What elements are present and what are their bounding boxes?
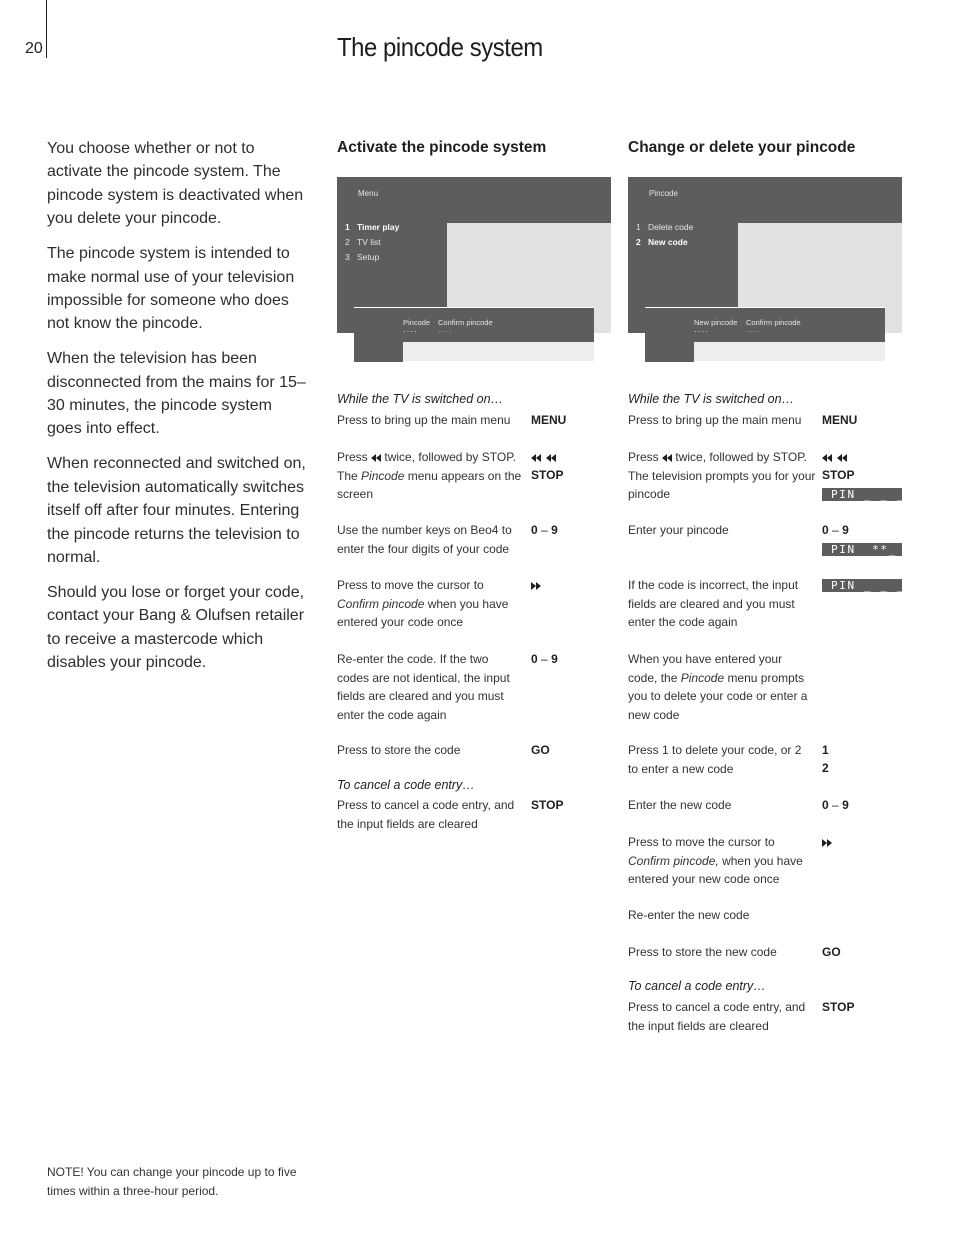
change-step-9-text: Re-enter the new code — [628, 908, 750, 922]
new-pincode-dialog — [645, 307, 885, 361]
rewind-icon — [531, 453, 541, 462]
intro-paragraph: You choose whether or not to activate the pincode system. The pincode system is deactivated when you delete your pincode. — [47, 140, 304, 228]
stop-key: STOP — [822, 1000, 855, 1014]
pincode-field: ···· — [403, 327, 418, 336]
pin-prompt-partial: PIN **_ _ — [822, 543, 902, 556]
page-title: The pincode system — [337, 32, 543, 62]
rewind-icon — [822, 453, 832, 462]
rewind-icon — [371, 453, 381, 462]
menu-key: MENU — [822, 413, 858, 427]
menu-title: Pincode — [649, 189, 678, 198]
rewind-icon — [662, 453, 672, 462]
change-heading: Change or delete your pincode — [628, 139, 856, 156]
menu-item-new-code: 2 New code — [636, 237, 688, 247]
rewind-key — [822, 448, 847, 467]
activate-heading: Activate the pincode system — [337, 139, 547, 156]
menu-item-tv-list: 2 TV list — [345, 237, 381, 247]
key-2: 2 — [822, 761, 829, 775]
activate-cancel-text: Press to cancel a code entry, and the input fields are cleared — [337, 798, 515, 831]
activate-step-1-text: Press to bring up the main menu — [337, 413, 511, 427]
pin-prompt-cleared: PIN _ _ _ _ — [822, 579, 902, 592]
go-key: GO — [822, 945, 841, 959]
activate-step-4-text: Press to move the cursor to Confirm pincode when you have entered your code once — [337, 578, 509, 629]
pincode-field-label: Pincode — [403, 318, 431, 327]
menu-item-delete-code: 1 Delete code — [636, 222, 694, 232]
activate-step-3-text: Use the number keys on Beo4 to enter the four digits of your code — [337, 523, 512, 556]
activate-cancel-heading: To cancel a code entry… — [337, 778, 475, 792]
change-step-6-text: Press 1 to delete your code, or 2 to enter a new code — [628, 743, 802, 776]
number-keys: 0 – 9 — [531, 652, 558, 666]
pincode-dialog-side — [645, 342, 694, 362]
change-step-2-text: Press twice, followed by STOP. The television prompts you for your pincode — [628, 450, 816, 501]
change-cancel-heading: To cancel a code entry… — [628, 979, 766, 993]
intro-paragraph: The pincode system is intended to make normal use of your television impossible for someone who does not know the pincode. — [47, 245, 295, 333]
confirm-pincode-field: ···· — [746, 327, 761, 336]
pincode-dialog — [354, 307, 594, 361]
menu-header-bar — [628, 177, 902, 223]
go-key: GO — [531, 743, 550, 757]
fast-forward-icon — [531, 581, 541, 590]
header-rule — [46, 0, 47, 58]
activate-subheading: While the TV is switched on… — [337, 392, 504, 406]
change-step-10-text: Press to store the new code — [628, 945, 777, 959]
key-1: 1 — [822, 743, 829, 757]
change-step-1-text: Press to bring up the main menu — [628, 413, 802, 427]
change-step-7-text: Enter the new code — [628, 798, 732, 812]
change-step-5-text: When you have entered your code, the Pincode menu prompts you to delete your code or enter a new code — [628, 652, 808, 722]
stop-key: STOP — [822, 468, 855, 482]
change-cancel-text: Press to cancel a code entry, and the input fields are cleared — [628, 1000, 806, 1033]
rewind-icon — [837, 453, 847, 462]
intro-paragraph: Should you lose or forget your code, contact your Bang & Olufsen retailer to receive a mastercode which disables your pincode. — [47, 583, 305, 672]
change-subheading: While the TV is switched on… — [628, 392, 795, 406]
change-step-3-text: Enter your pincode — [628, 523, 729, 537]
stop-key: STOP — [531, 798, 564, 812]
pincode-menu-illustration — [628, 177, 902, 362]
menu-item-timer-play: 1 Timer play — [345, 222, 400, 232]
new-pincode-field-label: New pincode — [694, 318, 738, 327]
number-keys: 0 – 9 — [531, 523, 558, 537]
menu-header-bar — [337, 177, 611, 223]
fast-forward-key — [531, 576, 541, 595]
intro-text — [47, 137, 307, 686]
intro-paragraph: When reconnected and switched on, the television automatically switches itself off after four minutes. Entering the pincode returns the television to normal. — [47, 455, 306, 566]
pincode-dialog-side — [354, 342, 403, 362]
main-menu-illustration — [337, 177, 611, 362]
activate-step-2-text: Press twice, followed by STOP. The Pincode menu appears on the screen — [337, 450, 522, 501]
confirm-pincode-field-label: Confirm pincode — [438, 318, 493, 327]
menu-key: MENU — [531, 413, 567, 427]
pin-prompt-empty: PIN _ _ _ _ — [822, 488, 902, 501]
change-step-4-text: If the code is incorrect, the input fields are cleared and you must enter the code again — [628, 578, 799, 629]
number-keys: 0 – 9 — [822, 523, 849, 537]
footnote: NOTE! You can change your pincode up to five times within a three-hour period. — [47, 1165, 297, 1198]
fast-forward-icon — [822, 838, 832, 847]
new-pincode-field: ···· — [694, 327, 709, 336]
activate-step-5-text: Re-enter the code. If the two codes are not identical, the input fields are cleared and you must enter the code again — [337, 652, 510, 722]
rewind-icon — [546, 453, 556, 462]
menu-item-setup: 3 Setup — [345, 252, 380, 262]
activate-step-6-text: Press to store the code — [337, 743, 461, 757]
fast-forward-key — [822, 833, 832, 852]
change-step-8-text: Press to move the cursor to Confirm pincode, when you have entered your new code once — [628, 835, 803, 886]
intro-paragraph: When the television has been disconnected from the mains for 15–30 minutes, the pincode system goes into effect. — [47, 350, 306, 438]
confirm-pincode-field-label: Confirm pincode — [746, 318, 801, 327]
number-keys: 0 – 9 — [822, 798, 849, 812]
menu-title: Menu — [358, 189, 379, 198]
confirm-pincode-field: ···· — [438, 327, 453, 336]
page-number: 20 — [25, 40, 43, 57]
rewind-key — [531, 448, 556, 467]
stop-key: STOP — [531, 468, 564, 482]
